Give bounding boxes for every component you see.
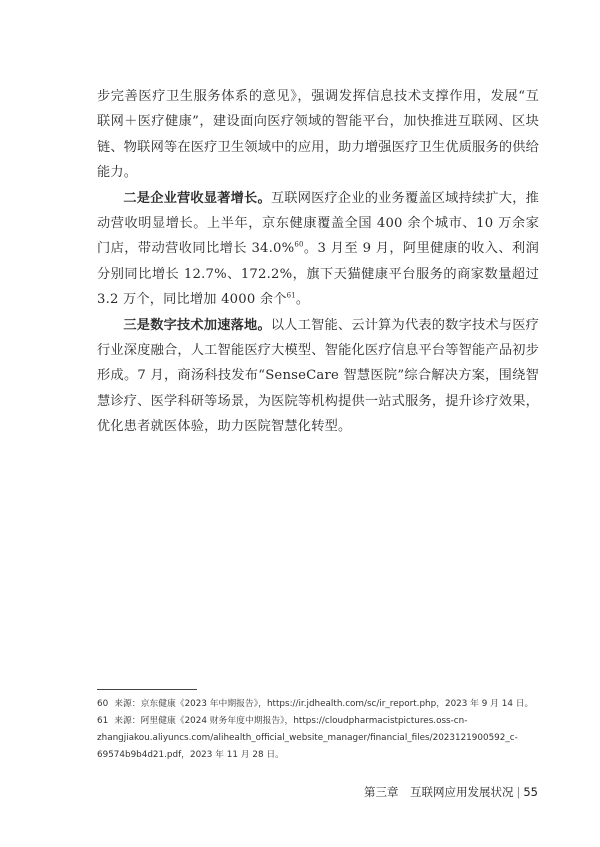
footnote-text: 来源：京东健康《2023 年中期报告》，https://ir.jdhealth.com/sc/ir_report.php，2023 年 9 月 14 日。: [114, 699, 534, 709]
paragraph-1: 步完善医疗卫生服务体系的意见》，强调发挥信息技术支撑作用，发展“互联网＋医疗健康”，建设面向医疗领域的智能平台，加快推进互联网、区块链、物联网等在医疗卫生领域中的应用，助力增强医疗卫生优质服务的供给能力。: [97, 89, 539, 181]
paragraph-2-text-c: 。: [295, 292, 310, 308]
body-text: [97, 84, 539, 440]
paragraph-2-text-a: 互联网医疗企业的业务覆盖区域持续扩大，推动营收明显增长。上半年，京东健康覆盖全国 400 余个城市、10 万余家门店，带动营收同比增长 34.0%: [97, 190, 539, 257]
page-footer: [364, 784, 538, 800]
footnote-ref-61[interactable]: 61: [286, 291, 296, 300]
chapter-title: 第三章 互联网应用发展状况: [363, 785, 514, 799]
paragraph-3-lead: 三是数字技术加速落地。: [123, 317, 271, 333]
paragraph-2-text-b: 。3 月至 9 月，阿里健康的收入、利润分别同比增长 12.7%、172.2%，旗下天猫健康平台服务的商家数量超过 3.2 万个，同比增加 4000 余个: [97, 241, 540, 308]
paragraph-2: [97, 186, 539, 313]
paragraph-3-text: 以人工智能、云计算为代表的数字技术与医疗行业深度融合，人工智能医疗大模型、智能化医疗信息平台等智能产品初步形成。7 月，商汤科技发布“SenseCare 智慧医院”综合解决方案，围绕智慧诊疗、医学科研等场景，为医院等机构提供一站式服务，提升诊疗效果，优化患者就医体验，助力医院智慧化转型。: [97, 317, 539, 435]
footnotes: [97, 696, 545, 764]
footer-separator: |: [516, 785, 521, 799]
footnote-divider: [97, 689, 197, 690]
footnote-60: [97, 696, 545, 713]
footnote-number: 61: [97, 716, 109, 726]
footnote-ref-60[interactable]: 60: [294, 241, 304, 250]
page-number: 55: [523, 785, 538, 799]
paragraph-3: [97, 313, 539, 440]
footnote-61: [97, 713, 545, 764]
footnote-number: 60: [97, 699, 109, 709]
paragraph-2-lead: 二是企业营收显著增长。: [123, 190, 271, 206]
footnote-text: 来源：阿里健康《2024 财务年度中期报告》，https://cloudpharmacistpictures.oss-cn-zhangjiakou.aliyuncs.com/alihealth_official_website_manager/financial_files/2023121900592_c-69574b9b4d21.pdf，2023 年 11 月 28 日。: [97, 716, 518, 760]
